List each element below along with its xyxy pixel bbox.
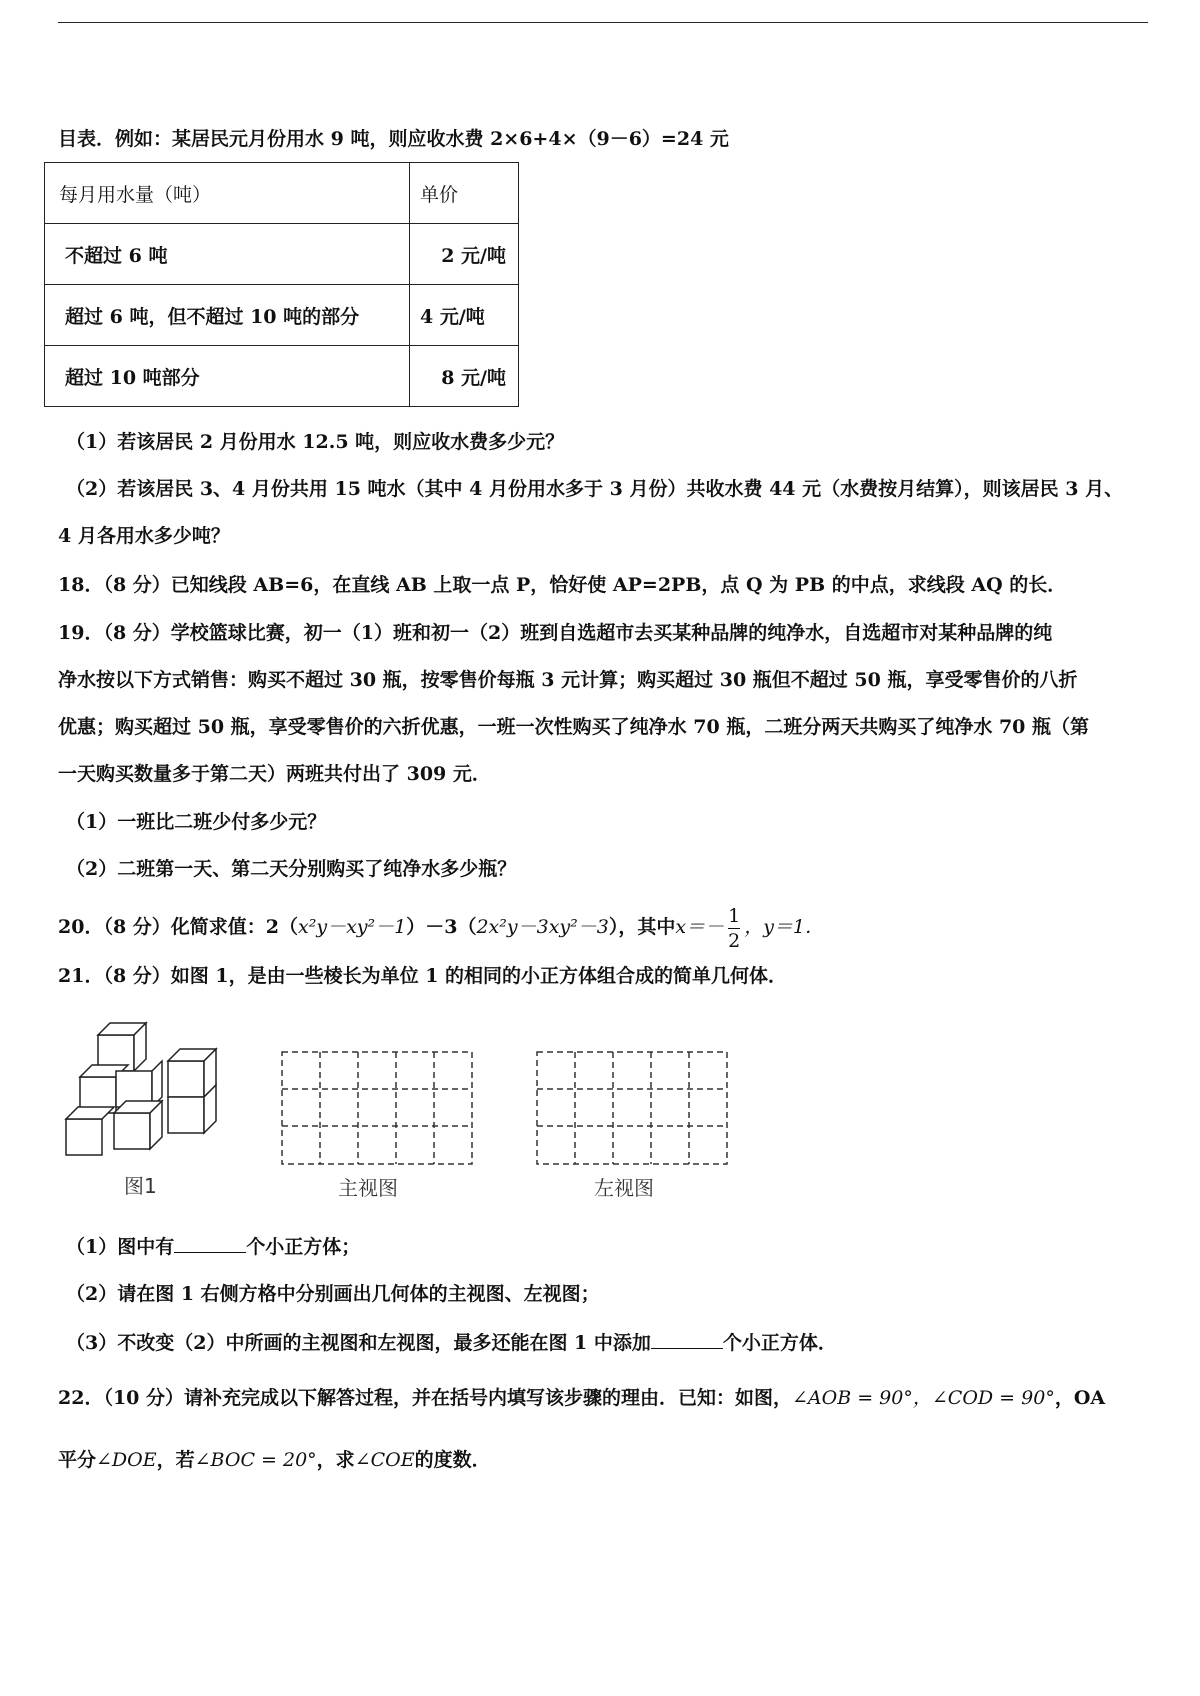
q20-fraction <box>728 904 740 953</box>
table-header-cell: 每月用水量（吨） <box>45 163 410 224</box>
q20-xeq: x＝－ <box>675 916 725 938</box>
table-cell: 不超过 6 吨 <box>45 224 410 285</box>
intro-line: 目表．例如：某居民元月份用水 9 吨，则应收水费 2×6+4×（9－6）=24 元 <box>58 128 729 150</box>
q22-text: 的度数． <box>414 1449 491 1471</box>
q19-part1: （1）一班比二班少付多少元？ <box>66 811 327 833</box>
q22-angle-doe: ∠DOE <box>96 1449 157 1471</box>
front-view-grid <box>280 1050 480 1168</box>
frac-denominator: 2 <box>728 929 741 952</box>
q17-part2-line2: 4 月各用水多少吨？ <box>58 525 230 547</box>
q22-angle-coe: ∠COE <box>354 1449 415 1471</box>
q21-part1-text: （1）图中有 <box>66 1236 175 1258</box>
q20-line <box>58 902 824 953</box>
cubes-figure <box>58 1015 238 1165</box>
q22-cond2: ∠COD = 90° <box>931 1387 1055 1409</box>
q20-suffix: ），其中 <box>608 916 676 938</box>
table-cell: 超过 6 吨，但不超过 10 吨的部分 <box>45 285 410 346</box>
q17-part1: （1）若该居民 2 月份用水 12.5 吨，则应收水费多少元？ <box>66 431 565 453</box>
q19-line1: 19．（8 分）学校篮球比赛，初一（1）班和初一（2）班到自选超市去买某种品牌的纯净水，自选超市对某种品牌的纯 <box>58 622 1053 644</box>
q20-expr2: 2x²y－3xy²－3 <box>476 916 609 938</box>
header-rule <box>58 22 1148 23</box>
q22-cond3: ∠BOC = 20° <box>194 1449 317 1471</box>
table-cell: 超过 10 吨部分 <box>45 346 410 407</box>
table-cell: 8 元/吨 <box>410 346 519 407</box>
q21-part1-tail: 个小正方体； <box>246 1236 361 1258</box>
q22-text: ，求 <box>316 1449 355 1471</box>
table-cell: 4 元/吨 <box>410 285 519 346</box>
q22-text: 22．（10 分）请补充完成以下解答过程，并在括号内填写该步骤的理由．已知：如图， <box>58 1387 792 1409</box>
q21-part1 <box>66 1232 360 1261</box>
q22-line2 <box>58 1446 491 1474</box>
left-view-grid <box>535 1050 735 1168</box>
q19-part2: （2）二班第一天、第二天分别购买了纯净水多少瓶？ <box>66 858 517 880</box>
water-price-table <box>44 162 519 407</box>
q22-text: ，若 <box>156 1449 195 1471</box>
q22-cond1: ∠AOB = 90° <box>792 1387 913 1409</box>
q18-text: 18．（8 分）已知线段 AB=6，在直线 AB 上取一点 P，恰好使 AP=2PB，点 Q 为 PB 的中点，求线段 AQ 的长． <box>58 574 1067 596</box>
frac-numerator: 1 <box>728 904 741 927</box>
answer-blank[interactable] <box>174 1232 246 1253</box>
table-row <box>45 224 519 285</box>
left-view-caption: 左视图 <box>594 1176 654 1200</box>
q21-part3-text: （3）不改变（2）中所画的主视图和左视图，最多还能在图 1 中添加 <box>66 1332 651 1354</box>
table-row <box>45 285 519 346</box>
q22-line1 <box>58 1384 1105 1412</box>
table-row <box>45 346 519 407</box>
q21-part3-tail: 个小正方体． <box>722 1332 837 1354</box>
q17-part2-line1: （2）若该居民 3、4 月份共用 15 吨水（其中 4 月份用水多于 3 月份）共收水费 44 元（水费按月结算），则该居民 3 月、 <box>66 478 1124 500</box>
front-view-caption: 主视图 <box>338 1176 398 1200</box>
q20-mid: ）－3（ <box>406 916 477 938</box>
q21-part2: （2）请在图 1 右侧方格中分别画出几何体的主视图、左视图； <box>66 1283 600 1305</box>
answer-blank[interactable] <box>651 1328 723 1349</box>
q22-sep: ， <box>912 1387 932 1409</box>
q19-line4: 一天购买数量多于第二天）两班共付出了 309 元． <box>58 763 491 785</box>
q22-tail: ，OA <box>1054 1387 1106 1409</box>
table-cell: 2 元/吨 <box>410 224 519 285</box>
q19-line2: 净水按以下方式销售：购买不超过 30 瓶，按零售价每瓶 3 元计算；购买超过 30 瓶但不超过 50 瓶，享受零售价的八折 <box>58 669 1078 691</box>
q19-line3: 优惠；购买超过 50 瓶，享受零售价的六折优惠，一班一次性购买了纯净水 70 瓶，二班分两天共购买了纯净水 70 瓶（第 <box>58 716 1090 738</box>
q22-text: 平分 <box>58 1449 97 1471</box>
q20-prefix: 20．（8 分）化简求值：2（ <box>58 916 298 938</box>
q20-expr1: x²y－xy²－1 <box>298 916 407 938</box>
table-header-cell: 单价 <box>410 163 519 224</box>
table-header-row <box>45 163 519 224</box>
q21-part3 <box>66 1328 837 1357</box>
q21-stem: 21．（8 分）如图 1，是由一些棱长为单位 1 的相同的小正方体组合成的简单几何体． <box>58 965 788 987</box>
fig1-caption: 图1 <box>124 1174 157 1198</box>
q20-yeq: ，y＝1． <box>744 916 825 938</box>
